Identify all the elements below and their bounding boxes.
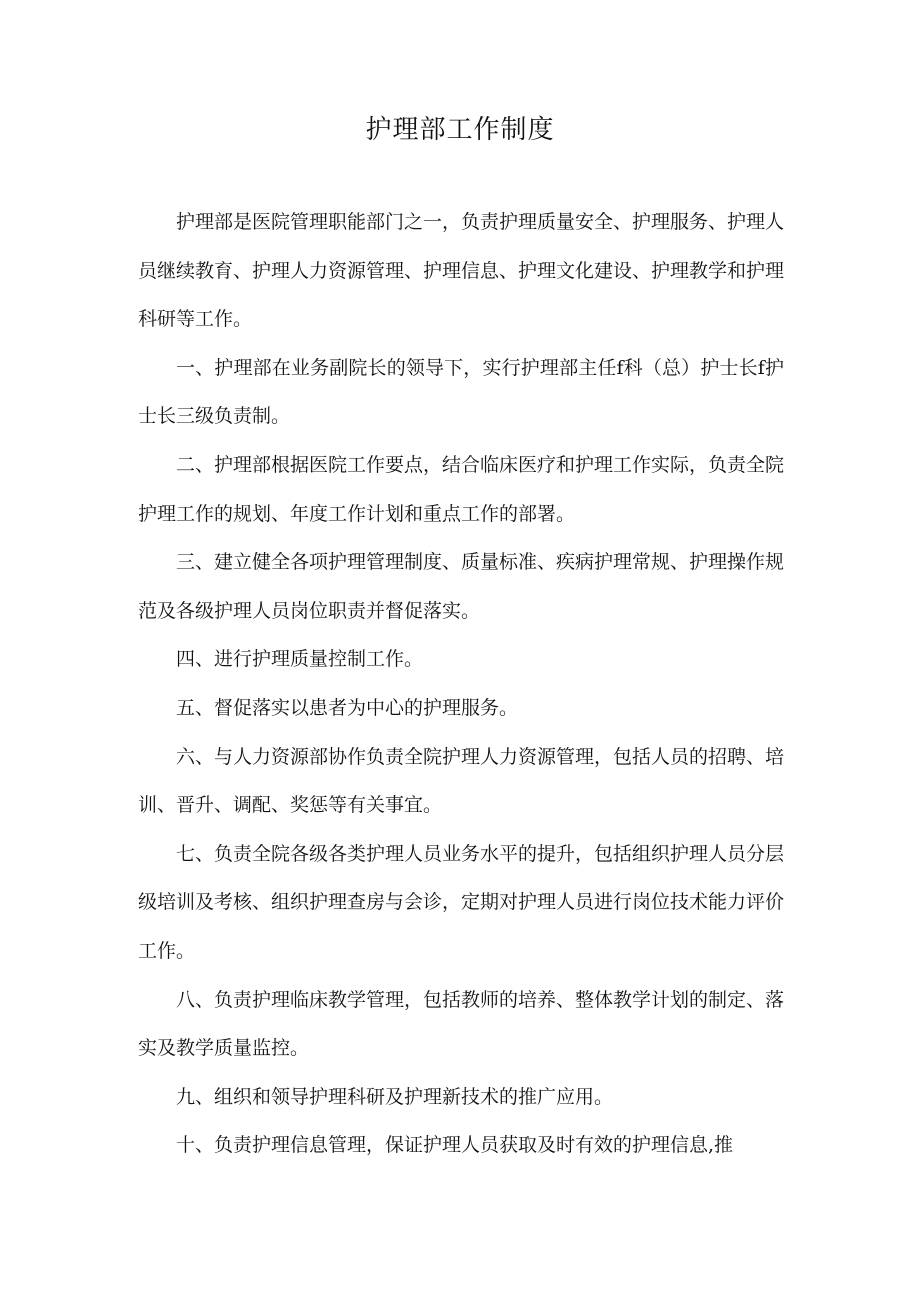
paragraph-item-7: 七、负责全院各级各类护理人员业务水平的提升，包括组织护理人员分层级培训及考核、组织护理查房与会诊，定期对护理人员进行岗位技术能力评价工作。	[138, 842, 785, 962]
paragraph-item-5: 五、督促落实以患者为中心的护理服务。	[176, 696, 519, 719]
document-body	[138, 198, 784, 1170]
document-title: 护理部工作制度	[365, 115, 555, 145]
paragraph-intro: 护理部是医院管理职能部门之一，负责护理质量安全、护理服务、护理人员继续教育、护理人力资源管理、护理信息、护理文化建设、护理教学和护理科研等工作。	[138, 211, 785, 331]
paragraph-item-4: 四、进行护理质量控制工作。	[176, 648, 424, 671]
paragraph-item-1: 一、护理部在业务副院长的领导下，实行护理部主任f科（总）护士长f护士长三级负责制。	[138, 356, 784, 428]
paragraph-item-8: 八、负责护理临床教学管理，包括教师的培养、整体教学计划的制定、落实及教学质量监控。	[138, 988, 785, 1060]
paragraph-item-2: 二、护理部根据医院工作要点，结合临床医疗和护理工作实际，负责全院护理工作的规划、年度工作计划和重点工作的部署。	[138, 453, 785, 525]
paragraph-item-6: 六、与人力资源部协作负责全院护理人力资源管理，包括人员的招聘、培训、晋升、调配、奖惩等有关事宜。	[138, 745, 785, 817]
paragraph-item-9: 九、组织和领导护理科研及护理新技术的推广应用。	[176, 1085, 614, 1108]
paragraph-item-10: 十、负责护理信息管理，保证护理人员获取及时有效的护理信息,推	[176, 1134, 734, 1157]
paragraph-item-3: 三、建立健全各项护理管理制度、质量标准、疾病护理常规、护理操作规范及各级护理人员岗位职责并督促落实。	[138, 551, 785, 622]
